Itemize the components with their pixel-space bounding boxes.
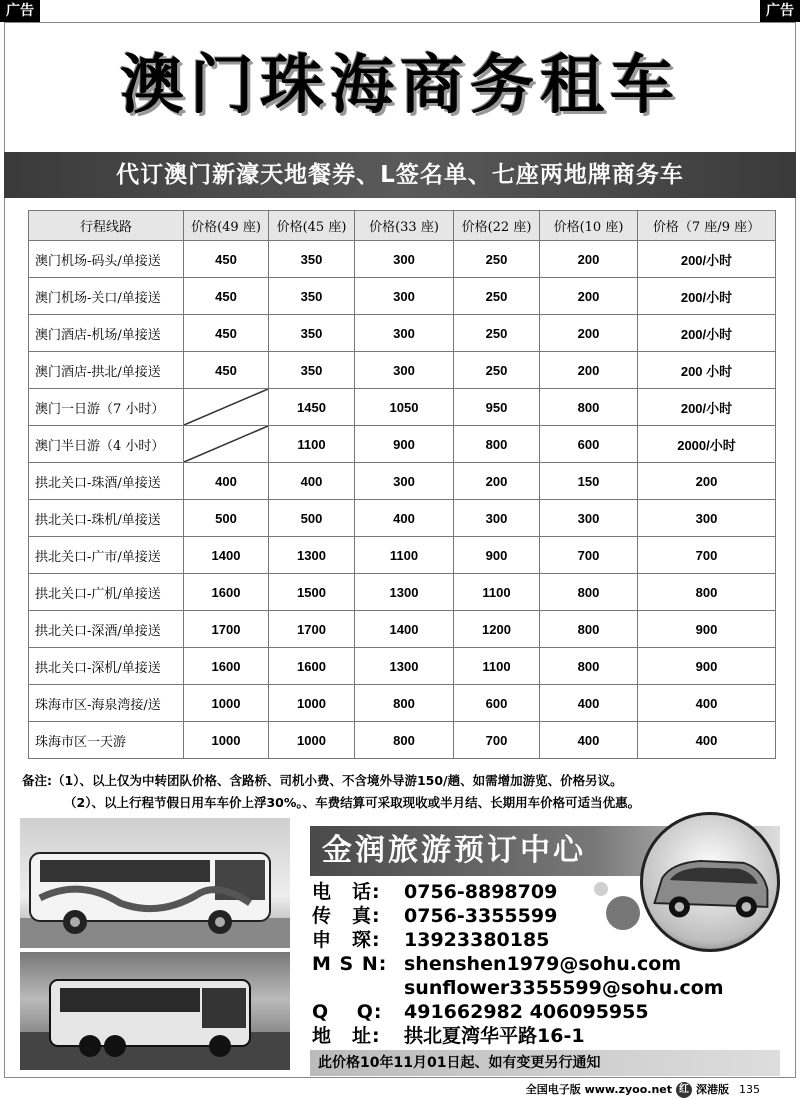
contact-phone	[312, 880, 782, 904]
cell-price-10-seat: 400	[540, 722, 638, 759]
cell-price-22-seat: 800	[454, 426, 540, 463]
table-row	[29, 537, 776, 574]
col-header-route: 行程线路	[29, 211, 184, 241]
table-row	[29, 574, 776, 611]
cell-price-10-seat: 600	[540, 426, 638, 463]
contact-label: M S N:	[312, 953, 388, 975]
contact-value: 491662982 406095955	[404, 1001, 649, 1023]
cell-price-33-seat: 1100	[355, 537, 454, 574]
table-row	[29, 278, 776, 315]
region-label: 深港版	[696, 1083, 729, 1096]
contact-qq	[312, 1000, 782, 1024]
col-header-49-seat: 价格(49 座)	[184, 211, 269, 241]
cell-price-45-seat: 1000	[269, 722, 355, 759]
table-row	[29, 500, 776, 537]
cell-route: 拱北关口-广市/单接送	[29, 537, 184, 574]
contact-label: 申 琛:	[312, 929, 381, 951]
cell-price-45-seat: 1700	[269, 611, 355, 648]
cell-price-22-seat: 1100	[454, 574, 540, 611]
cell-price-7-9-seat: 300	[638, 500, 776, 537]
cell-price-7-9-seat: 200 小时	[638, 352, 776, 389]
coach-bus-image-1	[20, 818, 290, 948]
cell-price-7-9-seat: 800	[638, 574, 776, 611]
table-row	[29, 352, 776, 389]
cell-price-45-seat: 1500	[269, 574, 355, 611]
cell-not-available	[184, 389, 269, 426]
cell-price-33-seat: 300	[355, 463, 454, 500]
cell-price-33-seat: 800	[355, 722, 454, 759]
cell-price-33-seat: 300	[355, 278, 454, 315]
contact-value: 13923380185	[404, 929, 550, 951]
cell-price-45-seat: 1100	[269, 426, 355, 463]
cell-route: 拱北关口-广机/单接送	[29, 574, 184, 611]
cell-price-10-seat: 300	[540, 500, 638, 537]
cell-price-7-9-seat: 900	[638, 611, 776, 648]
cell-price-7-9-seat: 200/小时	[638, 315, 776, 352]
table-row	[29, 315, 776, 352]
cell-price-10-seat: 800	[540, 574, 638, 611]
cell-price-7-9-seat: 200/小时	[638, 241, 776, 278]
contact-value: sunflower3355599@sohu.com	[404, 977, 724, 999]
cell-price-22-seat: 950	[454, 389, 540, 426]
cell-price-10-seat: 200	[540, 352, 638, 389]
cell-price-7-9-seat: 400	[638, 722, 776, 759]
cell-route: 澳门一日游（7 小时）	[29, 389, 184, 426]
contact-value: shenshen1979@sohu.com	[404, 953, 682, 975]
cell-price-10-seat: 800	[540, 611, 638, 648]
coach-bus-illustration-2	[20, 952, 290, 1070]
cell-price-7-9-seat: 2000/小时	[638, 426, 776, 463]
cell-price-10-seat: 700	[540, 537, 638, 574]
cell-price-49-seat: 1600	[184, 648, 269, 685]
agency-name-banner: 金润旅游预订中心	[310, 826, 780, 876]
cell-price-7-9-seat: 400	[638, 685, 776, 722]
cell-price-33-seat: 300	[355, 352, 454, 389]
table-row	[29, 389, 776, 426]
cell-route: 珠海市区-海泉湾接/送	[29, 685, 184, 722]
contact-value: 0756-3355599	[404, 905, 558, 927]
cell-price-7-9-seat: 900	[638, 648, 776, 685]
contact-label: 电 话:	[312, 881, 381, 903]
edition-label: 全国电子版 www.zyoo.net	[525, 1083, 672, 1096]
cell-price-45-seat: 1300	[269, 537, 355, 574]
note-1: 备注:（1）、以上仅为中转团队价格、含路桥、司机小费、不含境外导游150/趟、如需增加游览、价格另议。	[22, 773, 623, 788]
contact-info	[312, 880, 782, 1048]
cell-price-49-seat: 1400	[184, 537, 269, 574]
cell-price-49-seat: 450	[184, 352, 269, 389]
cell-route: 澳门酒店-机场/单接送	[29, 315, 184, 352]
cell-route: 澳门机场-关口/单接送	[29, 278, 184, 315]
col-header-10-seat: 价格(10 座)	[540, 211, 638, 241]
cell-price-49-seat: 1000	[184, 685, 269, 722]
cell-price-33-seat: 1400	[355, 611, 454, 648]
cell-price-49-seat: 1600	[184, 574, 269, 611]
cell-price-22-seat: 900	[454, 537, 540, 574]
contact-label: 传 真:	[312, 905, 381, 927]
cell-price-22-seat: 600	[454, 685, 540, 722]
cell-price-49-seat: 1000	[184, 722, 269, 759]
contact-value: 拱北夏湾华平路16-1	[404, 1025, 585, 1047]
table-row	[29, 463, 776, 500]
cell-price-49-seat: 450	[184, 241, 269, 278]
cell-price-10-seat: 800	[540, 389, 638, 426]
cell-price-49-seat: 1700	[184, 611, 269, 648]
cell-route: 拱北关口-深机/单接送	[29, 648, 184, 685]
cell-price-7-9-seat: 200	[638, 463, 776, 500]
cell-price-45-seat: 1000	[269, 685, 355, 722]
col-header-33-seat: 价格(33 座)	[355, 211, 454, 241]
table-row	[29, 241, 776, 278]
table-row	[29, 426, 776, 463]
contact-label: Q Q:	[312, 1001, 383, 1023]
cell-price-45-seat: 500	[269, 500, 355, 537]
cell-route: 澳门机场-码头/单接送	[29, 241, 184, 278]
diagonal-slash-icon	[184, 426, 268, 462]
contact-value: 0756-8898709	[404, 881, 558, 903]
cell-price-22-seat: 300	[454, 500, 540, 537]
cell-price-45-seat: 350	[269, 352, 355, 389]
cell-route: 拱北关口-珠酒/单接送	[29, 463, 184, 500]
cell-price-7-9-seat: 700	[638, 537, 776, 574]
note-2: （2）、以上行程节假日用车车价上浮30%。、车费结算可采取现收或半月结、长期用车价格可适当优惠。	[64, 795, 641, 810]
main-title: 澳门珠海商务租车	[120, 49, 680, 123]
col-header-45-seat: 价格(45 座)	[269, 211, 355, 241]
table-row	[29, 685, 776, 722]
cell-price-10-seat: 800	[540, 648, 638, 685]
page-footer	[0, 1082, 760, 1098]
price-table	[28, 210, 776, 759]
ad-tag-left: 广告	[0, 0, 40, 22]
cell-price-22-seat: 250	[454, 352, 540, 389]
price-validity-note: 此价格10年11月01日起、如有变更另行通知	[310, 1050, 780, 1076]
contact-label: 地 址:	[312, 1025, 381, 1047]
cell-price-33-seat: 400	[355, 500, 454, 537]
cell-route: 拱北关口-深酒/单接送	[29, 611, 184, 648]
cell-price-22-seat: 250	[454, 241, 540, 278]
cell-price-49-seat: 450	[184, 278, 269, 315]
cell-price-49-seat: 450	[184, 315, 269, 352]
cell-not-available	[184, 426, 269, 463]
notes	[22, 770, 782, 814]
cell-price-45-seat: 350	[269, 241, 355, 278]
cell-price-10-seat: 150	[540, 463, 638, 500]
cell-price-10-seat: 200	[540, 278, 638, 315]
cell-route: 澳门半日游（4 小时）	[29, 426, 184, 463]
contact-msn	[312, 952, 782, 976]
cell-price-45-seat: 1450	[269, 389, 355, 426]
contact-person	[312, 928, 782, 952]
cell-route: 珠海市区一天游	[29, 722, 184, 759]
cell-price-45-seat: 350	[269, 315, 355, 352]
cell-price-45-seat: 350	[269, 278, 355, 315]
cell-price-7-9-seat: 200/小时	[638, 389, 776, 426]
diagonal-slash-icon	[184, 389, 268, 425]
cell-price-22-seat: 200	[454, 463, 540, 500]
cell-price-33-seat: 900	[355, 426, 454, 463]
table-row	[29, 722, 776, 759]
contact-address	[312, 1024, 782, 1048]
cell-route: 拱北关口-珠机/单接送	[29, 500, 184, 537]
cell-price-45-seat: 1600	[269, 648, 355, 685]
cell-price-33-seat: 300	[355, 315, 454, 352]
contact-fax	[312, 904, 782, 928]
cell-price-22-seat: 700	[454, 722, 540, 759]
cell-price-33-seat: 1300	[355, 648, 454, 685]
col-header-7-9-seat: 价格（7 座/9 座）	[638, 211, 776, 241]
cell-route: 澳门酒店-拱北/单接送	[29, 352, 184, 389]
page-number: 135	[739, 1083, 760, 1096]
cell-price-10-seat: 200	[540, 315, 638, 352]
coach-bus-illustration	[20, 818, 290, 948]
ad-tag-right: 广告	[760, 0, 800, 22]
col-header-22-seat: 价格(22 座)	[454, 211, 540, 241]
cell-price-22-seat: 1200	[454, 611, 540, 648]
subtitle-banner: 代订澳门新濠天地餐券、L签名单、七座两地牌商务车	[4, 152, 796, 198]
table-row	[29, 648, 776, 685]
cell-price-49-seat: 400	[184, 463, 269, 500]
cell-price-10-seat: 200	[540, 241, 638, 278]
cell-price-10-seat: 400	[540, 685, 638, 722]
cell-price-22-seat: 250	[454, 315, 540, 352]
cell-price-33-seat: 800	[355, 685, 454, 722]
cell-price-45-seat: 400	[269, 463, 355, 500]
table-row	[29, 611, 776, 648]
cell-price-33-seat: 300	[355, 241, 454, 278]
cell-price-49-seat: 500	[184, 500, 269, 537]
cell-price-22-seat: 250	[454, 278, 540, 315]
cell-price-33-seat: 1300	[355, 574, 454, 611]
cell-price-22-seat: 1100	[454, 648, 540, 685]
table-header-row	[29, 211, 776, 241]
cell-price-7-9-seat: 200/小时	[638, 278, 776, 315]
edition-badge-icon: 红	[676, 1082, 692, 1098]
contact-msn-2	[312, 976, 782, 1000]
coach-bus-image-2	[20, 952, 290, 1070]
cell-price-33-seat: 1050	[355, 389, 454, 426]
